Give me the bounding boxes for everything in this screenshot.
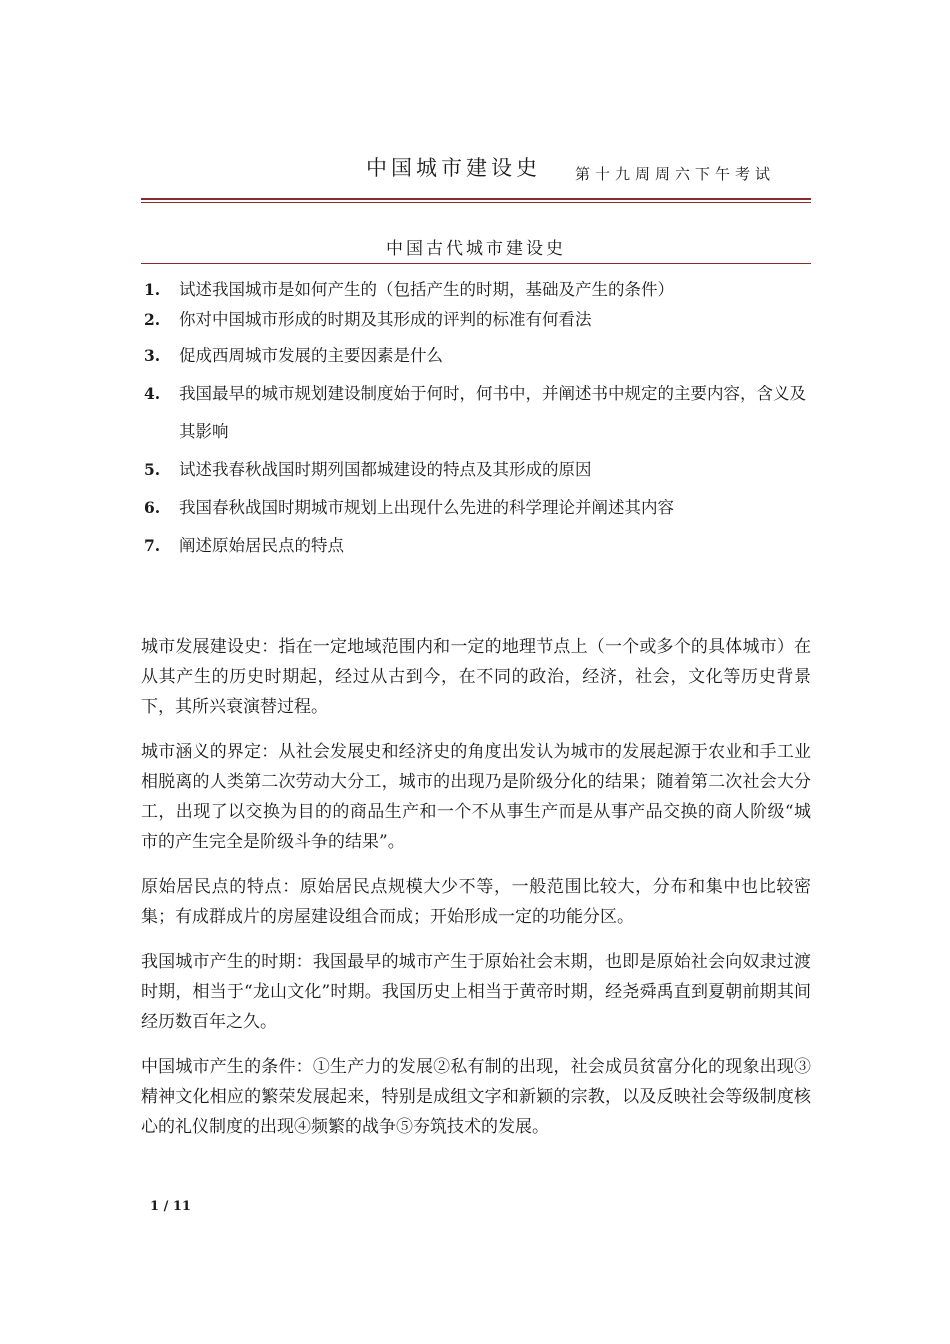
header-rule-thin: [141, 202, 811, 203]
exam-note: 第十九周周六下午考试: [575, 165, 776, 183]
question-text: 我国春秋战国时期城市规划上出现什么先进的科学理论并阐述其内容: [179, 498, 674, 517]
question-number: 2.: [144, 310, 161, 329]
question-text: 你对中国城市形成的时期及其形成的评判的标准有何看法: [179, 310, 592, 329]
section-rule: [141, 263, 811, 264]
paragraph-origin-period: 我国城市产生的时期：我国最早的城市产生于原始社会末期，也即是原始社会向奴隶过渡时期，相当于“龙山文化”时期。我国历史上相当于黄帝时期，经尧舜禹直到夏朝前期其间经历数百年之久。: [141, 952, 811, 1032]
question-item: [141, 277, 811, 303]
question-number: 3.: [144, 346, 161, 365]
question-text: 试述我春秋战国时期列国都城建设的特点及其形成的原因: [179, 460, 592, 479]
body-text: [141, 632, 811, 1157]
question-item: [141, 303, 811, 337]
document-title: 中国城市建设史: [366, 156, 541, 180]
question-text: 我国最早的城市规划建设制度始于何时，何书中，并阐述书中规定的主要内容，含义及其影响: [179, 384, 806, 441]
question-number: 4.: [144, 384, 161, 403]
section-title: 中国古代城市建设史: [386, 239, 566, 259]
question-number: 6.: [144, 498, 161, 517]
question-list: [141, 277, 811, 565]
question-item: [141, 527, 811, 565]
page-header: [141, 146, 811, 206]
question-number: 5.: [144, 460, 161, 479]
question-item: [141, 451, 811, 489]
paragraph-settlement-features: 原始居民点的特点：原始居民点规模大少不等，一般范围比较大，分布和集中也比较密集；有成群成片的房屋建设组合而成；开始形成一定的功能分区。: [141, 877, 811, 927]
paragraph-definition: 城市发展建设史：指在一定地域范围内和一定的地理节点上（一个或多个的具体城市）在从其产生的历史时期起，经过从古到今，在不同的政治，经济，社会，文化等历史背景下，其所兴衰演替过程。: [141, 637, 811, 717]
question-item: [141, 489, 811, 527]
question-number: 1.: [144, 280, 161, 299]
question-number: 7.: [144, 536, 161, 555]
page-number: 1 / 11: [150, 1199, 191, 1214]
header-rule-thick: [141, 198, 811, 200]
paragraph-city-meaning: 城市涵义的界定：从社会发展史和经济史的角度出发认为城市的发展起源于农业和手工业相脱离的人类第二次劳动大分工，城市的出现乃是阶级分化的结果；随着第二次社会大分工，出现了以交换为目的的商品生产和一个不从事生产而是从事产品交换的商人阶级“城市的产生完全是阶级斗争的结果”。: [141, 742, 811, 852]
paragraph-origin-conditions: 中国城市产生的条件：①生产力的发展②私有制的出现，社会成员贫富分化的现象出现③精神文化相应的繁荣发展起来，特别是成组文字和新颖的宗教，以及反映社会等级制度核心的礼仪制度的出现④频繁的战争⑤夯筑技术的发展。: [141, 1057, 811, 1137]
question-text: 促成西周城市发展的主要因素是什么: [179, 346, 443, 365]
question-text: 试述我国城市是如何产生的（包括产生的时期，基础及产生的条件）: [179, 280, 674, 299]
question-text: 阐述原始居民点的特点: [179, 536, 344, 555]
question-item: [141, 337, 811, 375]
question-item: [141, 375, 811, 451]
